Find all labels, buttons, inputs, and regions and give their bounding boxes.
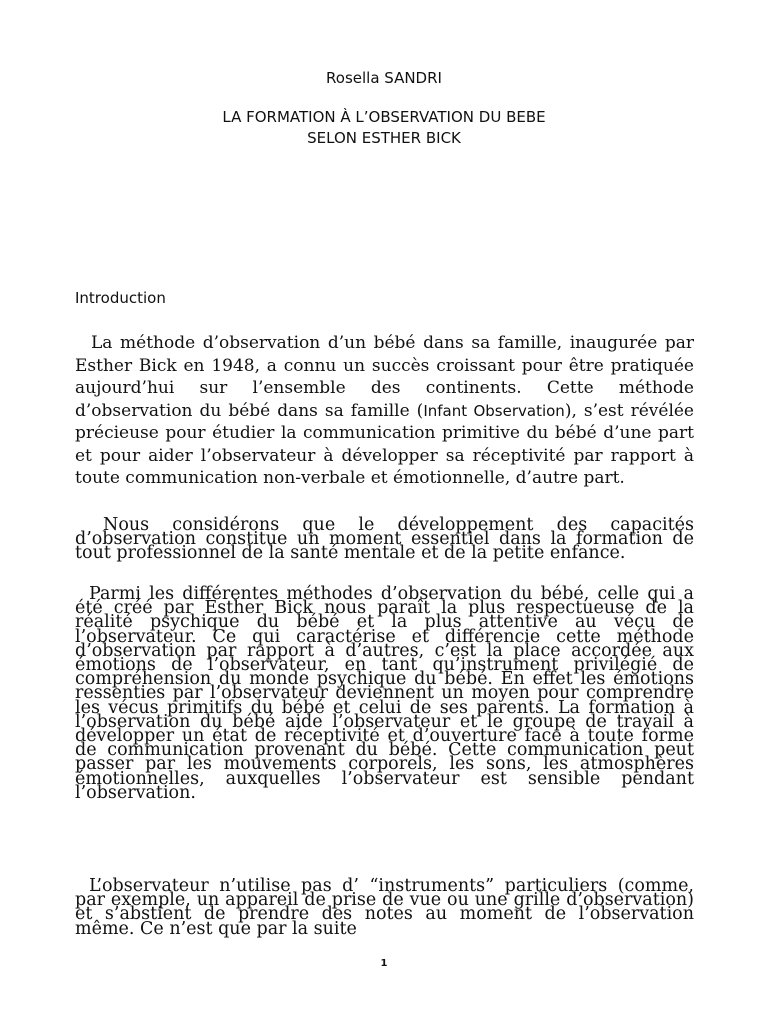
title-line-1: LA FORMATION À L’OBSERVATION DU BEBE — [222, 108, 546, 126]
paragraph-3 — [75, 584, 694, 803]
author-name: Rosella SANDRI — [326, 69, 442, 87]
paragraph-1-text-a: La méthode d’observation d’un bébé dans sa famille, inaugurée par Esther Bick en 1948, a connu un succès croissant pour être pratiquée aujourd’hui sur l’ensemble des continents. Cette méthode d’observation du bébé dans sa famille ( — [75, 333, 694, 421]
paragraph-2-text: Nous considérons que le développement des capacités d’observation constitue un moment essentiel dans la formation de tout professionnel de la santé mentale et de la petite enfance. — [75, 515, 694, 564]
section-heading: Introduction — [75, 289, 166, 307]
page-number: 1 — [380, 958, 388, 969]
title-line-2: SELON ESTHER BICK — [307, 129, 461, 147]
paragraph-1 — [75, 332, 694, 490]
paragraph-1-text-b: ), s’est révélée précieuse pour étudier la communication primitive du bébé d’une part et pour aider l’observateur à développer sa réceptivité par rapport à toute communication non-verbale et émotionnelle, d’autre part. — [75, 400, 694, 488]
paragraph-2 — [75, 515, 694, 564]
paragraph-4 — [75, 876, 694, 939]
paragraph-3-text: Parmi les différentes méthodes d’observation du bébé, celle qui a été créé par Esther Bick nous paraît la plus respectueuse de la réalité psychique du bébé et la plus attentive au vécu de l’observateur. Ce qui caractérise et différencie cette méthode d’observation par rapport à d’autres, c’est la place accordée aux émotions de l’observateur, en tant qu’instrument privilégié de compréhension du monde psychique du bébé. En effet les émotions ressenties par l’observateur deviennent un moyen pour comprendre les vécus primitifs du bébé et celui de ses parents. La formation à l’observation du bébé aide l’observateur et le groupe de travail à développer un état de réceptivité et d’ouverture face à toute forme de communication provenant du bébé. Cette communication peut passer par les mouvements corporels, les sons, les atmosphères émotionnelles, auxquelles l’observateur est sensible pendant l’observation. — [75, 584, 694, 803]
paragraph-4-text: L’observateur n’utilise pas d’ “instruments” particuliers (comme, par exemple, un appareil de prise de vue ou une grille d’observation) et s’abstient de prendre des notes au moment de l’observation même. Ce n’est que par la suite — [75, 876, 694, 939]
paragraph-1-highlight: Infant Observation — [423, 401, 565, 420]
